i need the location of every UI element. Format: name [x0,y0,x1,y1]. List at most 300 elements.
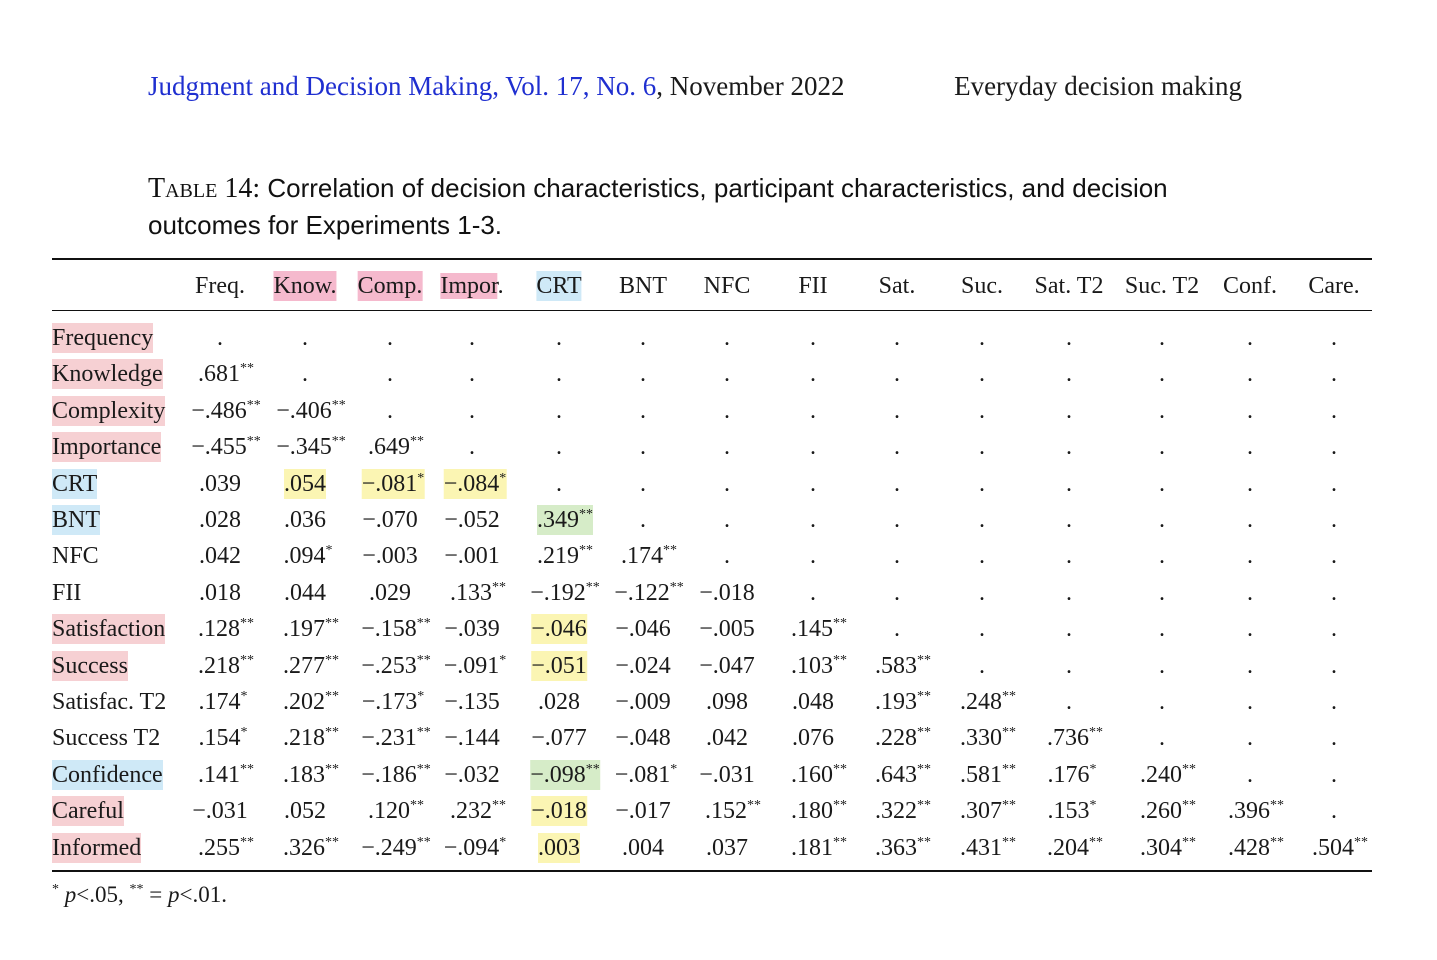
cell-value: .039 [199,470,241,497]
table-cell-empty [556,323,562,353]
cell-value: . [724,507,730,533]
significance-marker: ** [1002,761,1016,777]
significance-marker: ** [410,798,424,814]
cell-value: . [724,470,730,497]
table-cell [875,687,931,717]
cell-value: .044 [284,579,326,606]
table-cell [699,651,755,681]
table-cell-empty [810,505,816,535]
cell-value: . [640,361,646,388]
significance-marker: ** [331,397,346,413]
issue-date: , November 2022 [656,71,845,101]
table-cell [615,687,671,717]
table-cell [960,796,1016,826]
significance-marker: ** [240,652,254,668]
cell-value: .048 [792,689,834,715]
table-cell-empty [1066,396,1072,426]
cell-value: .218 [283,725,325,752]
table-cell [537,541,593,571]
cell-value: −.144 [444,725,500,752]
table-cell-empty [894,469,900,499]
table-cell [361,833,431,863]
significance-marker: ** [240,834,254,850]
significance-marker: * [240,725,248,741]
table-cell [444,614,500,644]
cell-value: −.046 [531,616,587,643]
table-cell [444,723,500,753]
cell-value: . [894,325,900,351]
cell-value: .349 [537,507,579,533]
table-cell [705,796,761,826]
footnote-text-3: <.01. [179,882,227,907]
table-cell [960,723,1016,753]
cell-value: .193 [875,689,917,715]
table-cell [531,723,587,753]
table-cell-empty [979,432,985,462]
cell-value: −.231 [361,725,417,752]
row-label: Careful [52,798,124,825]
table-cell [792,687,834,717]
cell-value: .363 [875,834,917,861]
table-cell [1228,796,1284,826]
cell-value: −.001 [444,543,500,570]
cell-value: . [1066,470,1072,497]
table-cell [283,760,339,790]
column-header: Suc. T2 [1124,273,1200,299]
cell-value: . [810,434,816,461]
cell-value: .197 [283,616,325,643]
significance-marker: ** [240,361,254,377]
table-cell [538,687,580,717]
cell-value: . [810,579,816,606]
column-header: Sat. T2 [1034,273,1104,299]
cell-value: . [1331,616,1337,643]
table-cell [960,687,1016,717]
significance-marker: ** [917,725,931,741]
table-cell-empty [1247,578,1253,608]
table-cell [960,760,1016,790]
table-cell-empty [894,541,900,571]
cell-value: . [469,397,475,424]
row-label: FII [52,579,82,606]
cell-value: . [1247,652,1253,679]
cell-value: . [1066,361,1072,388]
cell-value: −.249 [361,834,417,861]
row-label: Confidence [52,761,163,788]
cell-value: . [556,361,562,388]
table-cell [284,469,326,499]
table-cell [361,760,431,790]
table-cell-empty [979,578,985,608]
table-cell [191,396,261,426]
cell-value: . [979,652,985,679]
cell-value: −.081 [614,761,671,788]
cell-value: .003 [538,834,580,861]
table-cell-empty [979,469,985,499]
significance-marker: ** [1270,834,1284,850]
cell-value: .204 [1047,834,1089,861]
table-cell [199,541,241,571]
cell-value: .396 [1228,798,1270,825]
cell-value: . [1159,434,1165,461]
footnote-star-double: ** [129,882,144,897]
significance-marker: ** [325,652,339,668]
cell-value: . [979,470,985,497]
cell-value: .232 [450,798,492,825]
table-cell-empty [979,359,985,389]
significance-marker: ** [1270,798,1284,814]
cell-value: .322 [875,798,917,825]
column-header: Sat. [878,273,916,299]
significance-marker: * [417,470,425,486]
table-cell [530,760,600,790]
table-cell-empty [1331,651,1337,681]
cell-value: .736 [1047,725,1089,752]
cell-value: . [1247,397,1253,424]
table-cell-empty [556,396,562,426]
cell-value: .018 [199,579,241,606]
row-label: Satisfac. T2 [52,689,167,715]
cell-value: . [387,397,393,424]
cell-value: .036 [284,507,326,533]
table-cell-empty [1247,760,1253,790]
cell-value: .145 [791,616,833,643]
cell-value: .054 [284,470,326,497]
table-cell-empty [640,469,646,499]
column-header: NFC [703,273,751,299]
footnote-p-1: p [64,882,77,907]
cell-value: . [556,397,562,424]
table-cell [276,396,346,426]
table-cell [276,432,346,462]
table-cell-empty [1066,432,1072,462]
table-cell-empty [810,578,816,608]
cell-value: . [1331,507,1337,533]
footnote-text-2: = [143,882,168,907]
table-cell-empty [1066,687,1072,717]
cell-value: .181 [791,834,833,861]
cell-value: −.486 [191,397,247,424]
cell-value: .643 [875,761,917,788]
table-cell-empty [979,323,985,353]
table-cell-empty [1331,760,1337,790]
cell-value: . [1331,761,1337,788]
significance-marker: ** [240,616,254,632]
table-cell [362,505,418,535]
column-header [440,271,503,301]
journal-link[interactable]: Judgment and Decision Making, Vol. 17, No. 6 [148,71,657,101]
cell-value: . [1331,543,1337,570]
table-cell-empty [894,432,900,462]
cell-value: . [724,361,730,388]
table-cell-empty [1331,687,1337,717]
cell-value: .004 [622,834,664,861]
significance-marker: * [240,689,248,704]
significance-marker: ** [917,652,931,668]
cell-value: .028 [538,689,580,715]
table-cell [284,541,333,571]
table-cell-empty [1159,359,1165,389]
table-cell-empty [1066,505,1072,535]
significance-marker: ** [416,616,431,632]
cell-value: .219 [537,543,579,570]
cell-value: .176 [1047,761,1090,788]
cell-value: . [302,361,308,388]
table-cell [1140,796,1196,826]
cell-value: .428 [1228,834,1270,861]
cell-value: . [894,507,900,533]
significance-marker: ** [1354,834,1368,850]
cell-value: . [1331,361,1337,388]
cell-value: . [724,325,730,351]
cell-value: . [810,507,816,533]
significance-marker: ** [1089,725,1103,741]
cell-value: . [387,325,393,351]
table-cell [444,833,507,863]
table-cell-empty [724,359,730,389]
table-cell-empty [1159,651,1165,681]
table-cell-empty [1247,469,1253,499]
cell-value: .240 [1140,761,1182,788]
significance-marker: ** [917,834,931,850]
table-cell [450,796,506,826]
cell-value: −.018 [699,579,755,606]
row-label: Complexity [52,397,166,424]
cell-value: . [979,397,985,424]
cell-value: . [1331,434,1337,461]
cell-value: . [1066,543,1072,570]
table-cell [1047,833,1103,863]
significance-marker: * [499,652,507,668]
table-cell [791,760,847,790]
significance-marker: ** [579,543,593,559]
table-cell [875,723,931,753]
table-cell-empty [1331,541,1337,571]
table-cell-empty [1331,432,1337,462]
table-cell-empty [1159,687,1165,717]
table-cell-empty [979,505,985,535]
significance-marker: ** [833,652,847,668]
significance-marker: ** [1002,834,1016,850]
cell-value: . [894,579,900,606]
column-header: Care. [1308,273,1360,299]
table-cell [699,578,755,608]
table-cell-empty [1159,396,1165,426]
cell-value: .248 [960,689,1002,715]
significance-marker: ** [1182,834,1196,850]
cell-value: .160 [791,761,833,788]
cell-value: .504 [1312,834,1354,861]
table-cell-empty [1247,723,1253,753]
cell-value: . [1159,616,1165,643]
table-cell-empty [810,396,816,426]
table-cell-empty [1331,505,1337,535]
table-cell [706,833,748,863]
table-cell-empty [1247,505,1253,535]
cell-value: −.005 [699,616,755,643]
table-cell-empty [1247,432,1253,462]
table-cell-empty [810,432,816,462]
cell-value: . [1247,434,1253,461]
row-label: CRT [52,470,98,497]
significance-marker: ** [416,761,431,777]
cell-value: . [1331,470,1337,497]
table-cell-empty [894,505,900,535]
table-label: Table 14: [148,173,261,204]
table-cell [615,614,671,644]
cell-value: . [979,543,985,570]
significance-marker: * [1089,798,1097,814]
cell-value: . [724,434,730,461]
table-cell-empty [302,323,308,353]
cell-value: .152 [705,798,747,825]
significance-marker: ** [325,761,339,777]
column-header: Freq. [195,273,245,299]
table-cell-empty [302,359,308,389]
cell-value: . [1247,761,1253,788]
significance-marker: ** [325,689,339,704]
footnote-text-1: <.05, [76,882,124,907]
cell-value: −.024 [615,652,671,679]
cell-value: .307 [960,798,1002,825]
table-cell [1140,833,1196,863]
cell-value: . [894,361,900,388]
table-cell [283,687,339,717]
significance-marker: * [499,470,507,486]
table-cell [531,796,587,826]
cell-value: . [1247,616,1253,643]
cell-value: . [1331,397,1337,424]
cell-value: .681 [198,361,240,388]
significance-marker: ** [1182,798,1196,814]
cell-value: . [894,434,900,461]
significance-marker: ** [917,689,931,704]
table-cell-empty [640,359,646,389]
cell-value: .037 [706,834,748,861]
table-cell [614,578,684,608]
table-cell [199,505,241,535]
table-cell [283,651,339,681]
cell-value: . [469,361,475,388]
table-cell [199,723,248,753]
row-label: Importance [52,434,162,461]
cell-value: −.135 [444,689,500,715]
table-cell [444,469,507,499]
cell-value: .202 [283,689,325,715]
table-cell-empty [1247,687,1253,717]
cell-value: . [556,470,562,497]
cell-value: −.070 [362,507,418,533]
cell-value: .154 [198,725,241,752]
table-cell [199,687,248,717]
cell-value: . [387,361,393,388]
significance-marker: ** [747,798,761,814]
table-cell [191,432,261,462]
table-cell-empty [894,578,900,608]
table-cell-empty [640,323,646,353]
significance-marker: ** [669,579,684,595]
significance-marker: ** [917,761,931,777]
table-cell [875,760,931,790]
table-cell [444,760,500,790]
cell-value: .277 [283,652,325,679]
table-cell [450,578,506,608]
table-cell [531,651,587,681]
cell-value: . [1331,689,1337,715]
table-cell-empty [556,432,562,462]
table-cell [444,505,500,535]
cell-value: .218 [198,652,240,679]
table-cell-empty [640,505,646,535]
table-cell-empty [894,323,900,353]
cell-value: .076 [792,725,834,752]
cell-value: −.455 [191,434,247,461]
table-cell-empty [1331,796,1337,826]
cell-value: −.046 [615,616,671,643]
cell-value: . [640,397,646,424]
cell-value: −.098 [530,761,586,788]
table-cell [369,578,411,608]
cell-value: . [1247,543,1253,570]
caption-text: Correlation of decision characteristics, participant characteristics, and decision outcomes for Experiments 1-3. [148,173,1168,240]
cell-value: . [640,470,646,497]
table-cell [1140,760,1196,790]
table-cell [791,833,847,863]
significance-marker: ** [833,761,847,777]
cell-value: −.017 [615,798,671,825]
table-cell [192,796,248,826]
table-cell [875,651,931,681]
table-cell-empty [1331,578,1337,608]
table-cell [615,723,671,753]
row-label: Satisfaction [52,616,166,643]
table-cell [283,614,339,644]
cell-value: . [640,434,646,461]
table-cell-empty [387,359,393,389]
significance-marker: ** [833,834,847,850]
cell-value: . [894,543,900,570]
cell-value: −.406 [276,397,332,424]
cell-value: .581 [960,761,1002,788]
table-footnote [52,880,227,910]
cell-value: . [1066,325,1072,351]
table-cell-empty [1159,432,1165,462]
table-cell-empty [1247,651,1253,681]
cell-value: .330 [960,725,1002,752]
significance-marker: ** [416,725,431,741]
table-cell-empty [1331,723,1337,753]
cell-value: . [1247,325,1253,351]
table-cell-empty [1331,323,1337,353]
table-cell-empty [1247,323,1253,353]
table-cell-empty [1247,614,1253,644]
table-cell-empty [387,323,393,353]
table-cell-empty [1159,469,1165,499]
row-label: Informed [52,834,142,861]
cell-value: . [1159,361,1165,388]
table-cell [199,469,241,499]
table-cell [361,723,431,753]
table-cell-empty [724,541,730,571]
table-cell [444,541,500,571]
column-header: Conf. [1223,273,1277,299]
table-cell [615,760,678,790]
table-cell [621,541,677,571]
cell-value: . [217,325,223,351]
table-cell-empty [469,396,475,426]
cell-value: .042 [199,543,241,570]
cell-value: . [556,325,562,351]
